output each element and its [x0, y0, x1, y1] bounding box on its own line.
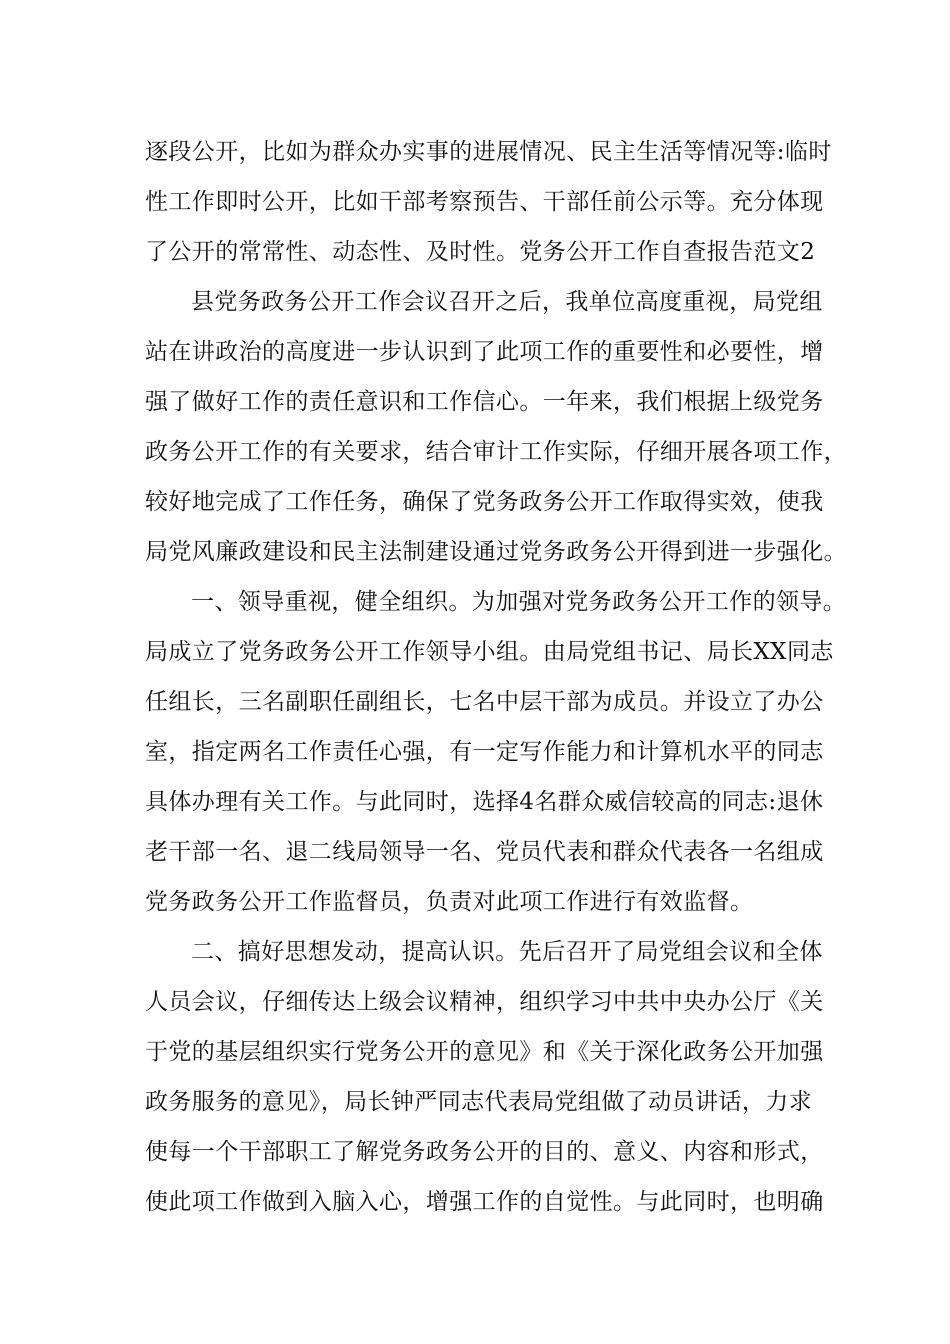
text-line: 于党的基层组织实行党务公开的意见》和《关于深化政务公开加强 [145, 1039, 824, 1065]
text-line: 了公开的常常性、动态性、及时性。党务公开工作自查报告范文2 [145, 239, 816, 265]
paragraph-first-line: 一、领导重视，健全组织。为加强对党务政务公开工作的领导。 [191, 589, 847, 615]
text-line: 使此项工作做到入脑入心，增强工作的自觉性。与此同时，也明确 [145, 1189, 824, 1215]
text-line: 老干部一名、退二线局领导一名、党员代表和群众代表各一名组成 [145, 839, 824, 865]
text-line: 性工作即时公开，比如干部考察预告、干部任前公示等。充分体现 [145, 189, 824, 215]
paragraph-first-line: 县党务政务公开工作会议召开之后，我单位高度重视，局党组 [191, 289, 823, 315]
text-line: 政务服务的意见》，局长钟严同志代表局党组做了动员讲话，力求 [145, 1089, 813, 1115]
text-line: 较好地完成了工作任务，确保了党务政务公开工作取得实效，使我 [145, 489, 824, 515]
text-line: 局党风廉政建设和民主法制建设通过党务政务公开得到进一步强化。 [145, 539, 847, 565]
text-line: 使每一个干部职工了解党务政务公开的目的、意义、内容和形式， [145, 1139, 824, 1165]
text-line: 具体办理有关工作。与此同时，选择4名群众威信较高的同志:退休 [145, 789, 824, 815]
text-line: 强了做好工作的责任意识和工作信心。一年来，我们根据上级党务 [145, 389, 824, 415]
text-line: 站在讲政治的高度进一步认识到了此项工作的重要性和必要性，增 [145, 339, 824, 365]
text-line: 任组长，三名副职任副组长，七名中层干部为成员。并设立了办公 [145, 689, 824, 715]
paragraph-first-line: 二、搞好思想发动，提高认识。先后召开了局党组会议和全体 [191, 939, 823, 965]
text-line: 逐段公开，比如为群众办实事的进展情况、民主生活等情况等:临时 [145, 139, 832, 165]
text-line: 局成立了党务政务公开工作领导小组。由局党组书记、局长XX同志 [145, 639, 834, 665]
text-line: 室，指定两名工作责任心强，有一定写作能力和计算机水平的同志 [145, 739, 824, 765]
text-line: 人员会议，仔细传达上级会议精神，组织学习中共中央办公厅《关 [145, 989, 824, 1015]
text-line: 党务政务公开工作监督员，负责对此项工作进行有效监督。 [145, 889, 754, 915]
text-line: 政务公开工作的有关要求，结合审计工作实际，仔细开展各项工作， [145, 439, 847, 465]
